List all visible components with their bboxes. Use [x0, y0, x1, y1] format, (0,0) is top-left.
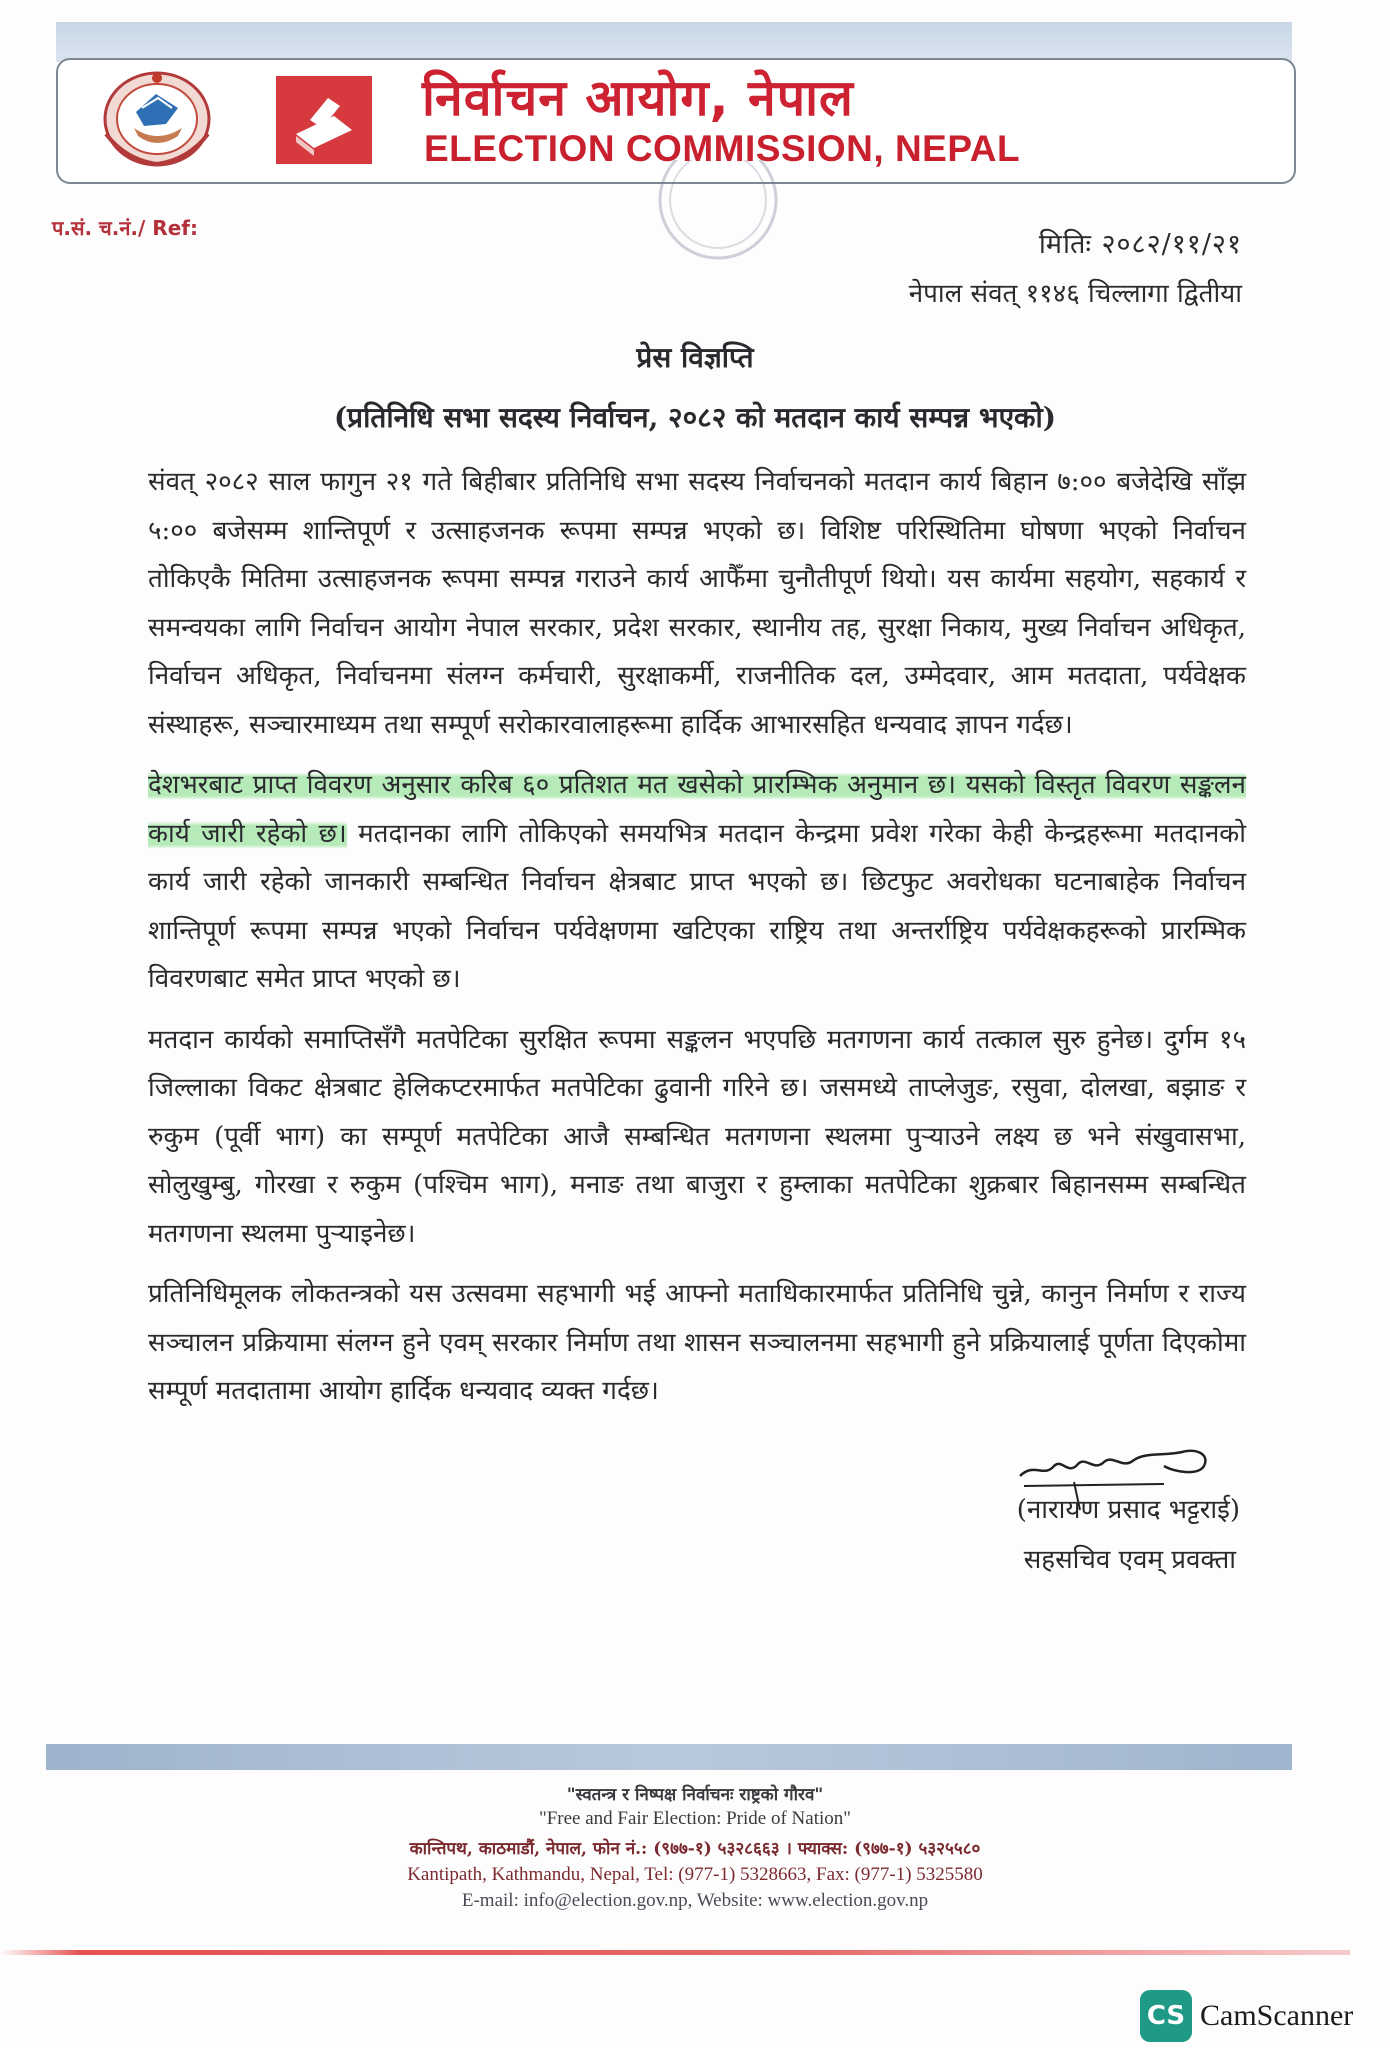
letterhead-title-nepali: निर्वाचन आयोग, नेपाल [422, 69, 854, 127]
signatory-name: (नारायण प्रसाद भट्टराई) [1016, 1495, 1240, 1525]
footer-red-rule [0, 1950, 1350, 1955]
letterhead-title-english: ELECTION COMMISSION, NEPAL [424, 128, 1021, 169]
footer-motto-english: "Free and Fair Election: Pride of Nation" [538, 1808, 852, 1829]
date-bikram-sambat: मितिः २०८२/११/२१ [1038, 229, 1242, 260]
footer-contact: E-mail: info@election.gov.np, Website: www.election.gov.np [461, 1890, 929, 1911]
footer-motto-nepali: "स्वतन्त्र र निष्पक्ष निर्वाचनः राष्ट्रको गौरव" [566, 1785, 824, 1805]
body-paragraph-3: मतदान कार्यको समाप्तिसँगै मतपेटिका सुरक्षित रूपमा सङ्कलन भएपछि मतगणना कार्य तत्काल सुरु हुनेछ। दुर्गम १५ जिल्लाका विकट क्षेत्रबाट हेलिकप्टरमार्फत मतपेटिका ढुवानी गरिने छ। जसमध्ये ताप्लेजुङ, रसुवा, दोलखा, बझाङ र रुकुम (पूर्वी भाग) का सम्पूर्ण मतपेटिका आजै सम्बन्धित मतगणना स्थलमा पुऱ्याउने लक्ष्य छ भने संखुवासभा, सोलुखुम्बु, गोरखा र रुकुम (पश्चिम भाग), मनाङ तथा बाजुरा र हुम्लाका मतपेटिका शुक्रबार बिहानसम्म सम्बन्धित मतगणना स्थलमा पुऱ्याइनेछ। [148, 1024, 1246, 1249]
body-paragraph-2-rest: मतदानका लागि तोकिएको समयभित्र मतदान केन्द्रमा प्रवेश गरेका केही केन्द्रहरूमा मतदानको कार्य जारी रहेको जानकारी सम्बन्धित निर्वाचन क्षेत्रबाट प्राप्त भएको छ। छिटफुट अवरोधका घटनाबाहेक निर्वाचन शान्तिपूर्ण रूपमा सम्पन्न भएको निर्वाचन पर्यवेक्षणमा खटिएका राष्ट्रिय तथा अन्तर्राष्ट्रिय पर्यवेक्षकहरूको प्रारम्भिक विवरणबाट समेत प्राप्त भएको छ। [148, 818, 1246, 994]
press-release-subheading: (प्रतिनिधि सभा सदस्य निर्वाचन, २०८२ को मतदान कार्य सम्पन्न भएको) [333, 401, 1057, 434]
press-release-body [148, 458, 1246, 1428]
reference-label: प.सं. च.नं./ Ref: [52, 216, 198, 240]
official-seal-stamp [628, 160, 808, 280]
footer-band [46, 1744, 1292, 1770]
camscanner-logo-icon: CS [1140, 1990, 1192, 2042]
nepal-emblem-icon [96, 64, 218, 170]
footer-address-nepali: कान्तिपथ, काठमाडौं, नेपाल, फोन नं.: (९७७-१) ५३२८६६३ । फ्याक्स: (९७७-१) ५३२५५८० [409, 1839, 981, 1859]
body-paragraph-1: संवत् २०८२ साल फागुन २१ गते बिहीबार प्रतिनिधि सभा सदस्य निर्वाचनको मतदान कार्य बिहान ७:०० बजेदेखि साँझ ५:०० बजेसम्म शान्तिपूर्ण र उत्साहजनक रूपमा सम्पन्न भएको छ। विशिष्ट परिस्थितिमा घोषणा भएको निर्वाचन तोकिएकै मितिमा उत्साहजनक रूपमा सम्पन्न गराउने कार्य आफैँमा चुनौतीपूर्ण थियो। यस कार्यमा सहयोग, सहकार्य र समन्वयका लागि निर्वाचन आयोग नेपाल सरकार, प्रदेश सरकार, स्थानीय तह, सुरक्षा निकाय, मुख्य निर्वाचन अधिकृत, निर्वाचन अधिकृत, निर्वाचनमा संलग्न कर्मचारी, सुरक्षाकर्मी, राजनीतिक दल, उम्मेदवार, आम मतदाता, पर्यवेक्षक संस्थाहरू, सञ्चारमाध्यम तथा सम्पूर्ण सरोकारवालाहरूमा हार्दिक आभारसहित धन्यवाद ज्ञापन गर्दछ। [148, 467, 1246, 740]
body-paragraph-2 [148, 761, 1246, 1004]
ballot-box-logo-icon [276, 76, 372, 164]
footer-address-english: Kantipath, Kathmandu, Nepal, Tel: (977-1) 5328663, Fax: (977-1) 5325580 [407, 1864, 983, 1885]
highlighted-text: देशभरबाट प्राप्त विवरण अनुसार करिब ६० प्रतिशत मत खसेको प्रारम्भिक अनुमान छ। यसको विस्तृत विवरण सङ्कलन कार्य जारी रहेको छ। [148, 770, 1246, 849]
body-paragraph-4: प्रतिनिधिमूलक लोकतन्त्रको यस उत्सवमा सहभागी भई आफ्नो मताधिकारमार्फत प्रतिनिधि चुन्ने, कानुन निर्माण र राज्य सञ्चालन प्रक्रियामा संलग्न हुने एवम् सरकार निर्माण तथा शासन सञ्चालनमा सहभागी हुने प्रक्रियालाई पूर्णता दिएकोमा सम्पूर्ण मतदातामा आयोग हार्दिक धन्यवाद व्यक्त गर्दछ। [148, 1279, 1246, 1406]
date-nepal-sambat: नेपाल संवत् ११४६ चिल्लागा द्वितीया [908, 279, 1242, 309]
camscanner-watermark [1140, 1990, 1353, 2042]
press-release-heading: प्रेस विज्ञप्ति [636, 341, 754, 374]
letterhead-band [56, 22, 1292, 62]
camscanner-label: CamScanner [1200, 1999, 1354, 2032]
signatory-title: सहसचिव एवम् प्रवक्ता [1023, 1545, 1236, 1575]
